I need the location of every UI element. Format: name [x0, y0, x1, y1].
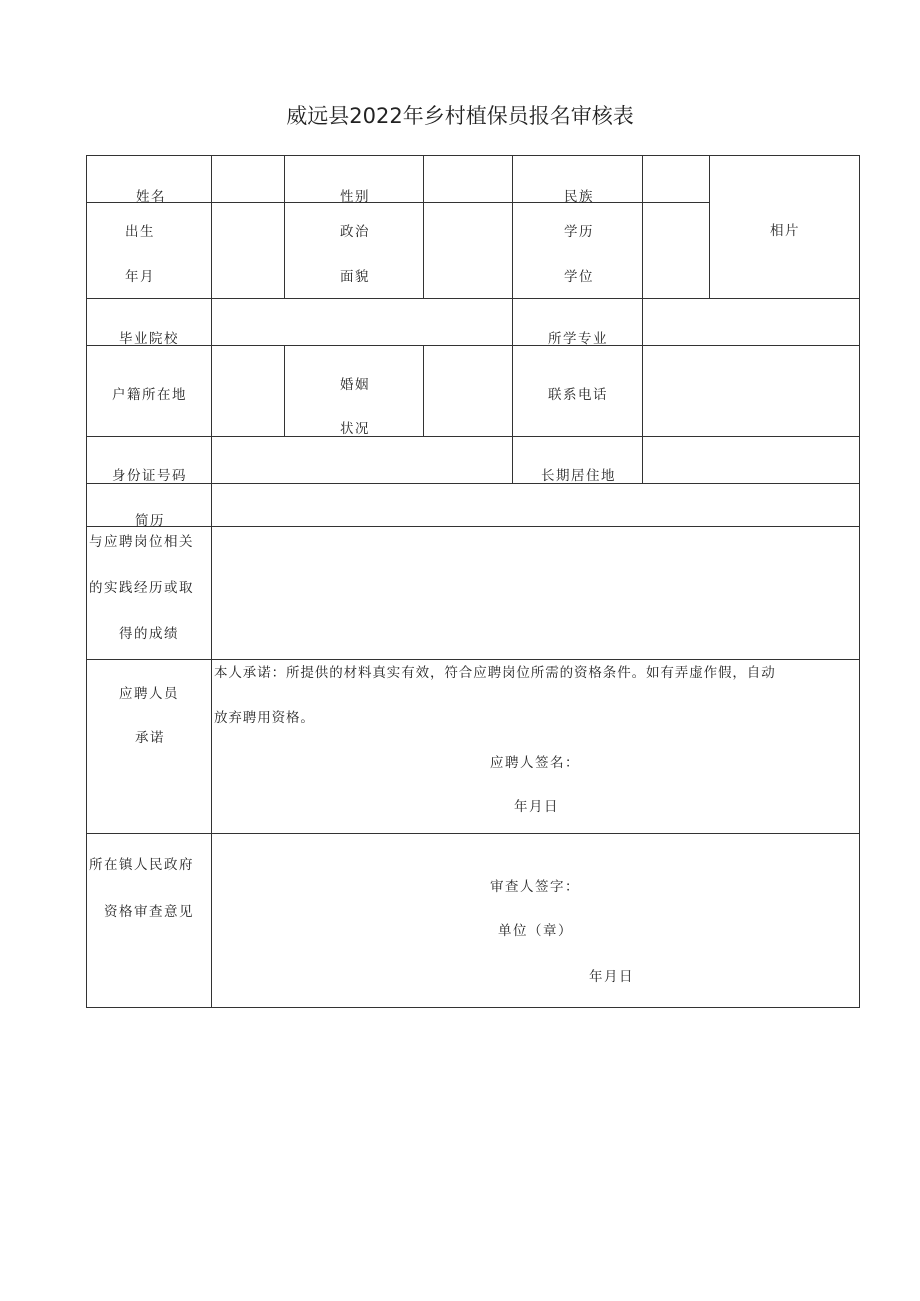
review-label-line2: 资格审查意见 [104, 904, 194, 920]
political-label-line2: 面貌 [340, 269, 370, 285]
pledge-label-line2: 承诺 [135, 730, 165, 746]
major-input-cell[interactable] [642, 298, 860, 346]
residence-input-cell[interactable] [642, 436, 860, 484]
ethnicity-input-cell[interactable] [642, 155, 710, 203]
id-input-cell[interactable] [211, 436, 513, 484]
review-label-line1: 所在镇人民政府 [89, 857, 194, 873]
applicant-date-label: 年月日 [514, 799, 559, 815]
birth-label-line2: 年月 [125, 269, 155, 285]
resume-label: 简历 [135, 513, 165, 529]
birth-input-cell[interactable] [211, 202, 285, 299]
phone-input-cell[interactable] [642, 345, 860, 437]
experience-input-cell[interactable] [211, 526, 860, 660]
major-label: 所学专业 [548, 331, 608, 347]
applicant-signature-label: 应聘人签名： [490, 755, 580, 771]
education-label-line2: 学位 [564, 269, 594, 285]
experience-label-line1: 与应聘岗位相关 [89, 534, 194, 550]
education-label-line1: 学历 [564, 224, 594, 240]
experience-label-line2: 的实践经历或取 [89, 580, 194, 596]
political-label-line1: 政治 [340, 224, 370, 240]
birth-label-line1: 出生 [125, 224, 155, 240]
marital-label-line2: 状况 [340, 421, 370, 437]
marital-label-line1: 婚姻 [340, 377, 370, 393]
form-title: 威远县2022年乡村植保员报名审核表 [286, 104, 634, 128]
photo-label: 相片 [770, 223, 800, 239]
education-input-cell[interactable] [642, 202, 710, 299]
gender-label: 性别 [340, 189, 370, 205]
phone-label: 联系电话 [548, 387, 608, 403]
hukou-label: 户籍所在地 [112, 387, 187, 403]
experience-label-line3: 得的成绩 [119, 626, 179, 642]
id-label: 身份证号码 [112, 468, 187, 484]
marital-input-cell[interactable] [423, 345, 513, 437]
pledge-text-line2: 放弃聘用资格。 [214, 710, 315, 726]
residence-label: 长期居住地 [541, 468, 616, 484]
reviewer-signature-label: 审查人签字： [490, 879, 580, 895]
review-date-label: 年月日 [589, 969, 634, 985]
pledge-text-line1: 本人承诺：所提供的材料真实有效，符合应聘岗位所需的资格条件。如有弄虚作假，自动 [214, 665, 776, 681]
registration-form [86, 155, 860, 1008]
gender-input-cell[interactable] [423, 155, 513, 203]
name-input-cell[interactable] [211, 155, 285, 203]
hukou-input-cell[interactable] [211, 345, 285, 437]
political-input-cell[interactable] [423, 202, 513, 299]
name-label: 姓名 [136, 189, 166, 205]
pledge-label-line1: 应聘人员 [119, 686, 179, 702]
unit-seal-label: 单位（章） [498, 923, 573, 939]
school-label: 毕业院校 [119, 331, 179, 347]
ethnicity-label: 民族 [564, 189, 594, 205]
resume-input-cell[interactable] [211, 483, 860, 527]
school-input-cell[interactable] [211, 298, 513, 346]
